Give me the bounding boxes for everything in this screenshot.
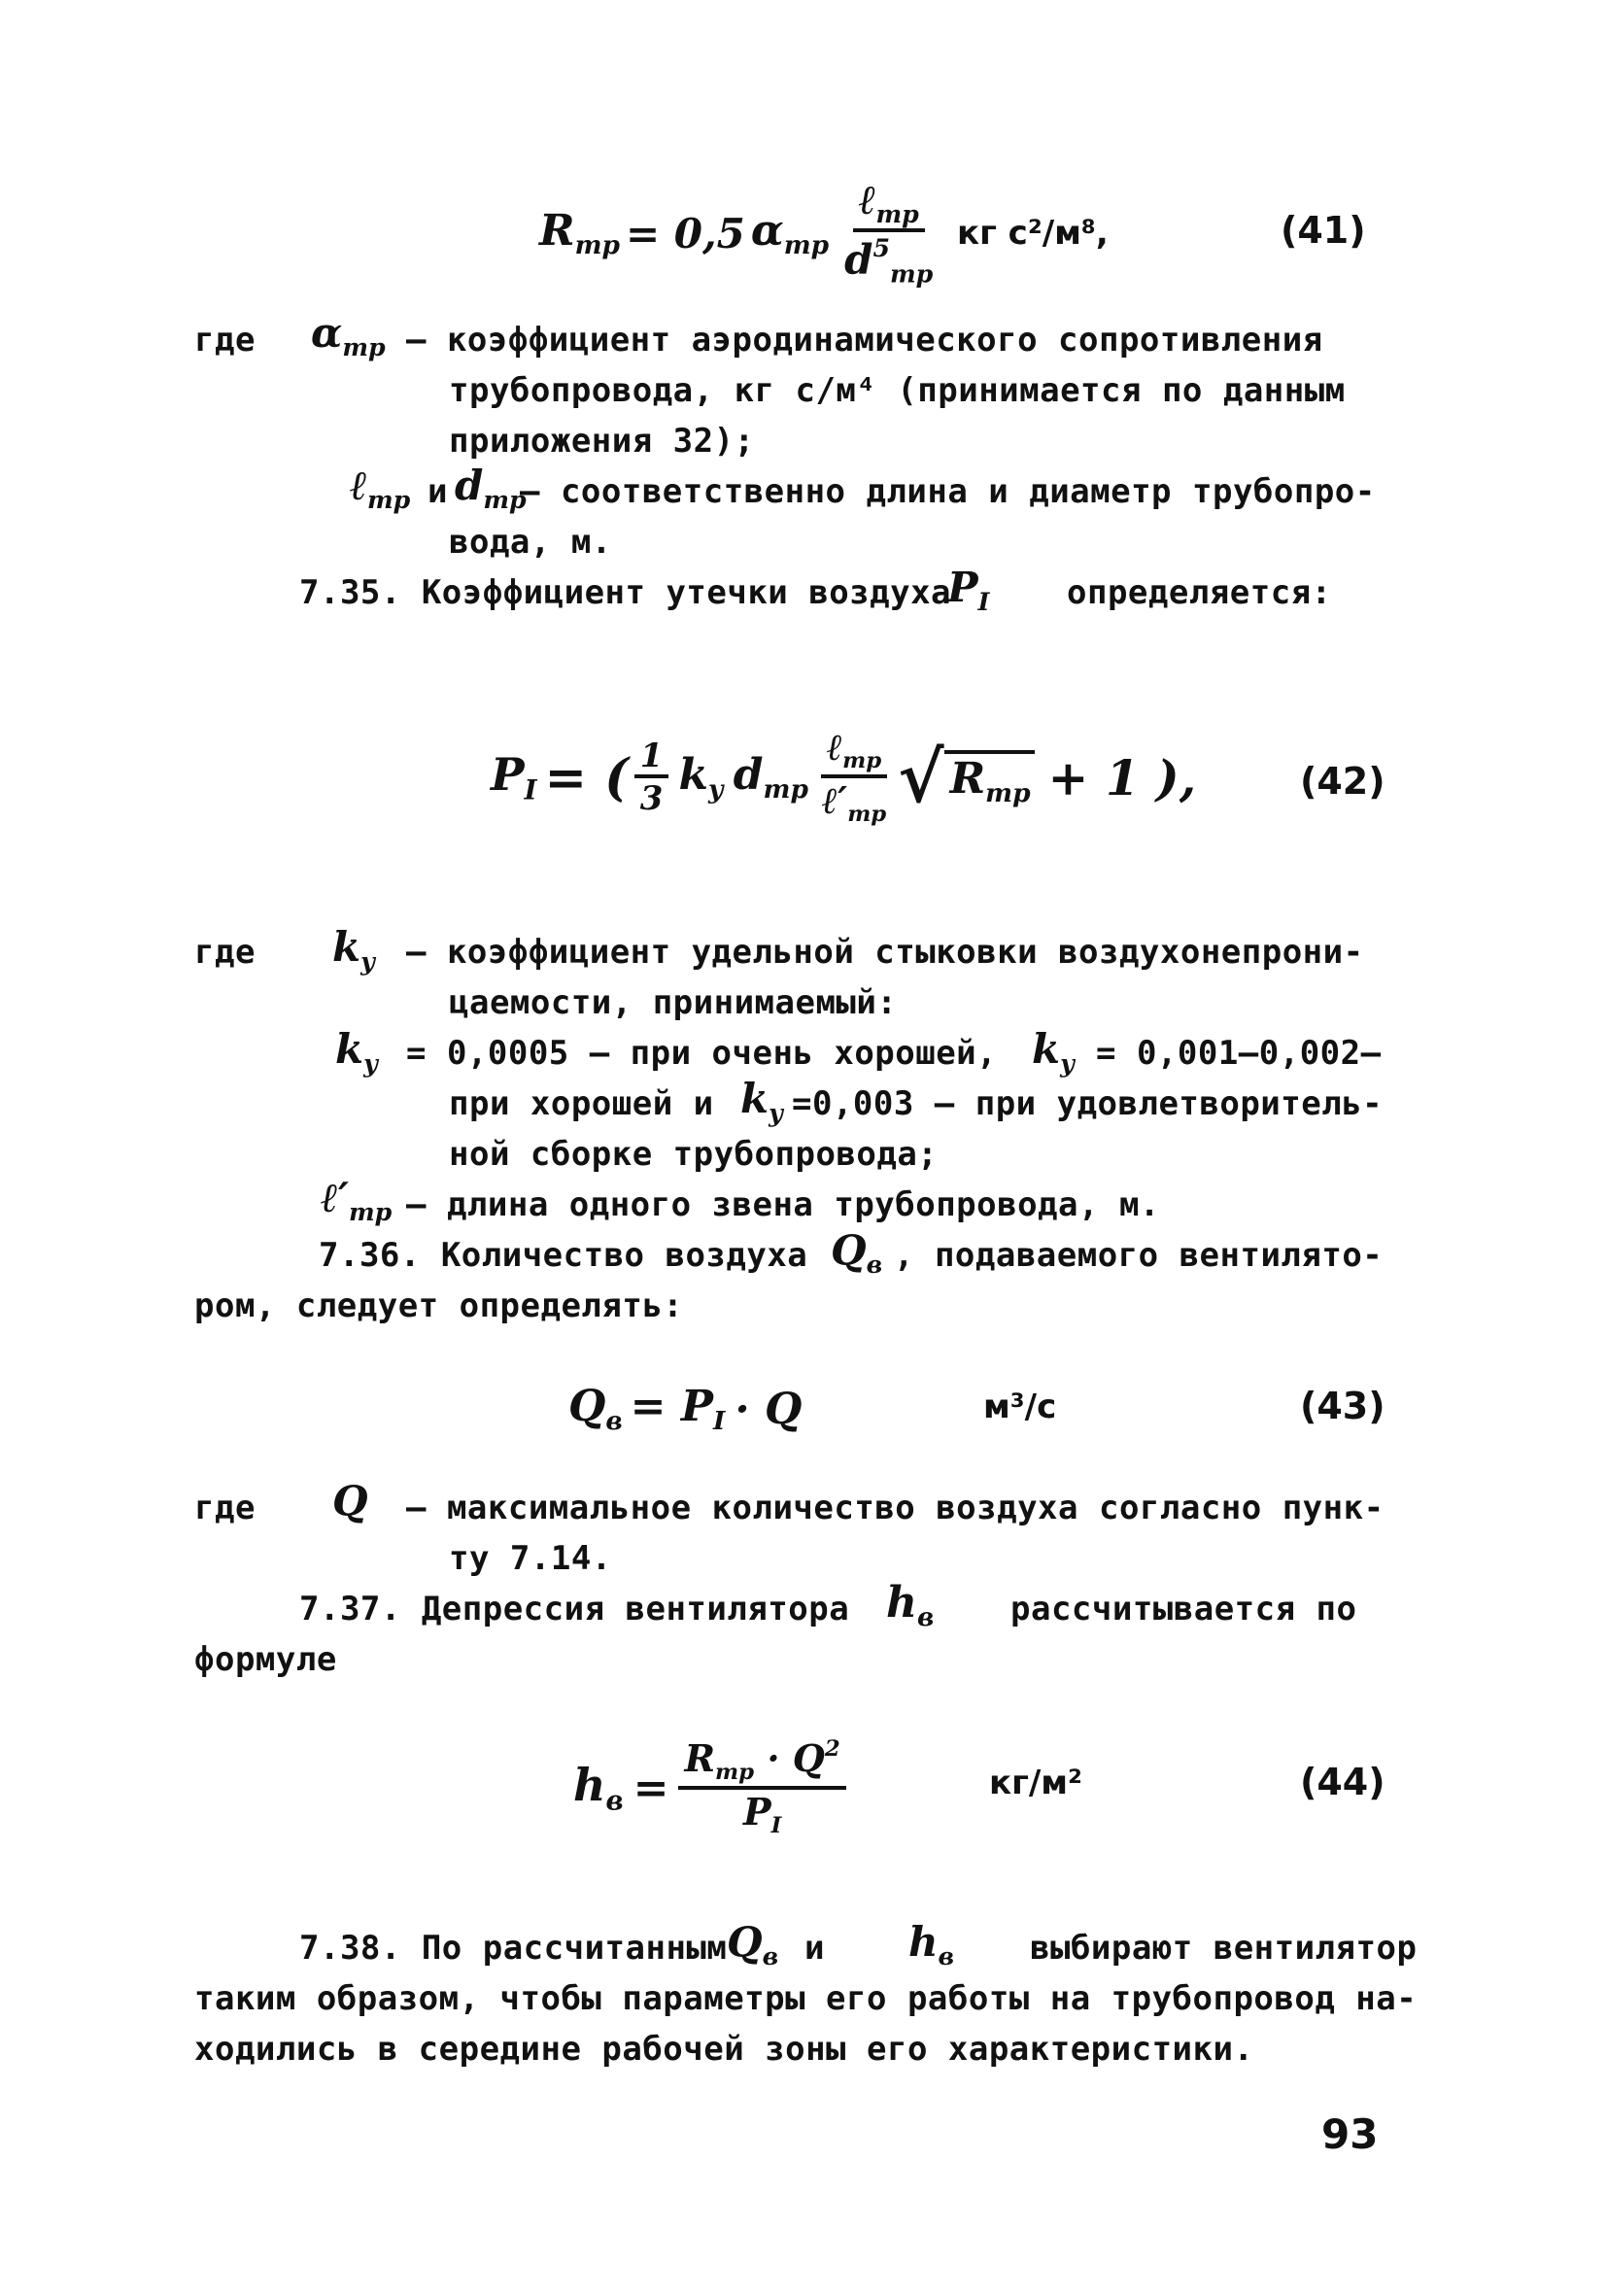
para-736-line-2: ром, следует определять: (194, 1286, 684, 1325)
symbol-l-prime-tr: $\ell'_{тр}$ (321, 1174, 393, 1226)
formula-41-fraction: $\frac{\ell_{тр}}{d^5_{тр}}$ (844, 176, 934, 289)
formula-42-third: $\frac{1}{3}$ (634, 739, 669, 815)
para-735-text-b: определяется: (1067, 573, 1332, 612)
where-label: где (194, 1489, 256, 1527)
formula-44-unit: кг/м² (989, 1764, 1082, 1802)
para-738-line-1a: 7.38. По рассчитанным (299, 1929, 728, 1968)
para-735-text-a: 7.35. Коэффициент утечки воздуха (299, 573, 952, 612)
def-42-line-4a: при хорошей и (449, 1084, 714, 1123)
symbol-k-y: $k_у$ (332, 923, 376, 976)
def-41-line-4: – соответственно длина и диаметр трубопро- (520, 472, 1376, 511)
formula-41-unit: кг с²/м⁸, (957, 214, 1109, 253)
symbol-alpha-tr: $\alpha_{тр}$ (311, 309, 386, 361)
formula-44-number: (44) (1300, 1761, 1385, 1803)
def-42-line-3a: = 0,0005 – при очень хорошей, (406, 1034, 998, 1073)
para-736-line-1b: , подаваемого вентилято- (894, 1236, 1384, 1275)
para-736-symbol: $Q_в$ (831, 1226, 883, 1279)
formula-44 (573, 1720, 846, 1856)
para-736-line-1a: 7.36. Количество воздуха (319, 1236, 808, 1275)
def-42-line-5: ной сборке трубопровода; (449, 1135, 939, 1174)
where-label: где (194, 321, 256, 360)
where-label: где (194, 933, 256, 972)
def-41-line-5: вода, м. (449, 523, 612, 562)
symbol-d-tr: $d_{тр}$ (455, 462, 527, 514)
def-41-line-3: приложения 32); (449, 422, 755, 461)
formula-44-eq: = (633, 1763, 669, 1813)
def-43-line-1: – максимальное количество воздуха согласно пунк- (406, 1489, 1385, 1527)
def-41-and: и (427, 472, 448, 511)
para-737-line-1a: 7.37. Депрессия вентилятора (299, 1590, 850, 1628)
symbol-q: Q (332, 1477, 368, 1525)
formula-42-fraction: $\frac{\ell_{тр}}{\ell'_{тр}}$ (821, 725, 887, 827)
para-737-symbol: $h_в$ (886, 1578, 935, 1633)
formula-43-lhs: $Q_в$ (568, 1381, 623, 1437)
symbol-k-y-4: $k_у$ (740, 1075, 784, 1127)
formula-41-coef: = 0,5 (625, 209, 745, 257)
formula-43-tail: · Q (735, 1384, 803, 1434)
formula-43-unit: м³/с (983, 1388, 1057, 1426)
def-42-line-3b: = 0,001–0,002– (1096, 1034, 1382, 1073)
def-41-line-1: – коэффициент аэродинамического сопротивления (406, 321, 1323, 360)
para-738-line-3: ходились в середине рабочей зоны его характеристики. (194, 2030, 1254, 2069)
formula-44-fraction: $\frac{R_{тр} \cdot Q^2}{P_I}$ (678, 1738, 845, 1836)
para-738-and: и (804, 1929, 825, 1968)
symbol-l-tr: ℓ$_{тр}$ (350, 462, 411, 514)
def-42-line-2: цаемости, принимаемый: (449, 983, 898, 1022)
formula-42-open: = ( (544, 747, 629, 807)
symbol-k-y-2: $k_у$ (335, 1025, 379, 1078)
formula-42-number: (42) (1300, 760, 1385, 803)
formula-41 (539, 170, 939, 296)
def-42-line-4b: =0,003 – при удовлетворитель- (792, 1084, 1384, 1123)
formula-43 (568, 1370, 802, 1448)
def-42-line-1: – коэффициент удельной стыковки воздухонепрони- (406, 933, 1364, 972)
formula-44-lhs: $h_в$ (573, 1759, 624, 1817)
page-number: 93 (1321, 2110, 1379, 2158)
para-735-symbol: $P_I$ (947, 564, 990, 616)
formula-41-alpha: $\alpha_{тр}$ (750, 205, 830, 261)
def-43-line-2: ту 7.14. (449, 1539, 612, 1578)
para-737-line-1b: рассчитывается по (1010, 1590, 1357, 1628)
formula-42-k: $k_у$ (678, 749, 724, 805)
def-41-line-2: трубопровода, кг с/м⁴ (принимается по данным (449, 371, 1346, 410)
formula-42 (491, 700, 1196, 855)
def-42-line-6: – длина одного звена трубопровода, м. (406, 1185, 1160, 1224)
para-738-line-2: таким образом, чтобы параметры его работы на трубопровод на- (194, 1979, 1418, 2018)
para-737-line-2: формуле (194, 1640, 337, 1679)
symbol-k-y-3: $k_у$ (1032, 1025, 1076, 1078)
para-738-symbol-q: $Q_в$ (727, 1918, 779, 1970)
formula-42-sqrt: √ $R_{тр}$ (898, 746, 1034, 809)
formula-43-rhs: = $P_I$ (630, 1381, 726, 1437)
para-738-line-1b: выбирают вентилятор (1030, 1929, 1418, 1968)
formula-42-close: + 1 ), (1047, 748, 1197, 806)
formula-41-number: (41) (1281, 209, 1366, 252)
para-738-symbol-h: $h_в$ (908, 1918, 955, 1970)
formula-43-number: (43) (1300, 1385, 1385, 1427)
formula-42-d: $d_{тр}$ (733, 749, 808, 805)
formula-42-lhs: $P_I$ (491, 748, 537, 806)
formula-41-lhs: $R_{тр}$ (539, 205, 620, 261)
